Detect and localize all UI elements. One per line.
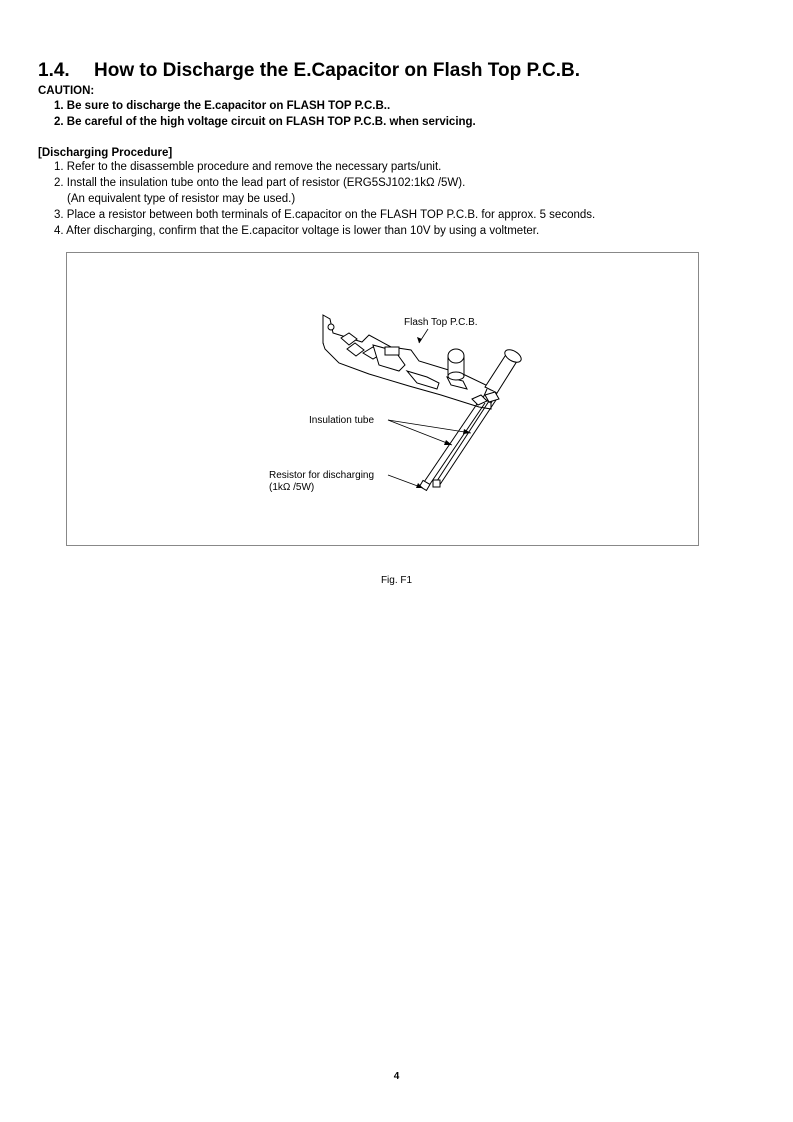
procedure-step-4: 4. After discharging, confirm that the E.capacitor voltage is lower than 10V by using a voltmeter. — [54, 225, 540, 237]
figure-caption: Fig. F1 — [380, 575, 413, 586]
label-insulation-tube: Insulation tube — [309, 415, 375, 426]
procedure-step-3: 3. Place a resistor between both terminals of E.capacitor on the FLASH TOP P.C.B. for approx. 5 seconds. — [54, 209, 596, 221]
page-number: 4 — [393, 1071, 400, 1082]
section-number: 1.4. — [38, 60, 70, 81]
round-component — [448, 349, 464, 380]
section-title: How to Discharge the E.Capacitor on Flash Top P.C.B. — [94, 60, 580, 81]
caution-item-2: 2. Be careful of the high voltage circuit on FLASH TOP P.C.B. when servicing. — [54, 116, 476, 128]
procedure-step-2-note: (An equivalent type of resistor may be used.) — [67, 193, 296, 205]
procedure-step-2: 2. Install the insulation tube onto the lead part of resistor (ERG5SJ102:1kΩ /5W). — [54, 177, 466, 189]
label-flash-top-pcb: Flash Top P.C.B. — [404, 317, 478, 328]
procedure-step-1: 1. Refer to the disassemble procedure and remove the necessary parts/unit. — [54, 161, 442, 173]
section-heading — [38, 60, 580, 82]
caution-item-1: 1. Be sure to discharge the E.capacitor on FLASH TOP P.C.B.. — [54, 100, 391, 112]
caution-title: CAUTION: — [38, 85, 95, 97]
discharge-illustration — [67, 253, 698, 545]
label-resistor: Resistor for discharging — [269, 470, 375, 481]
label-resistor-value: (1kΩ /5W) — [269, 482, 315, 493]
figure-frame — [66, 252, 699, 546]
flash-top-pcb — [323, 315, 491, 409]
procedure-title: [Discharging Procedure] — [38, 147, 173, 159]
